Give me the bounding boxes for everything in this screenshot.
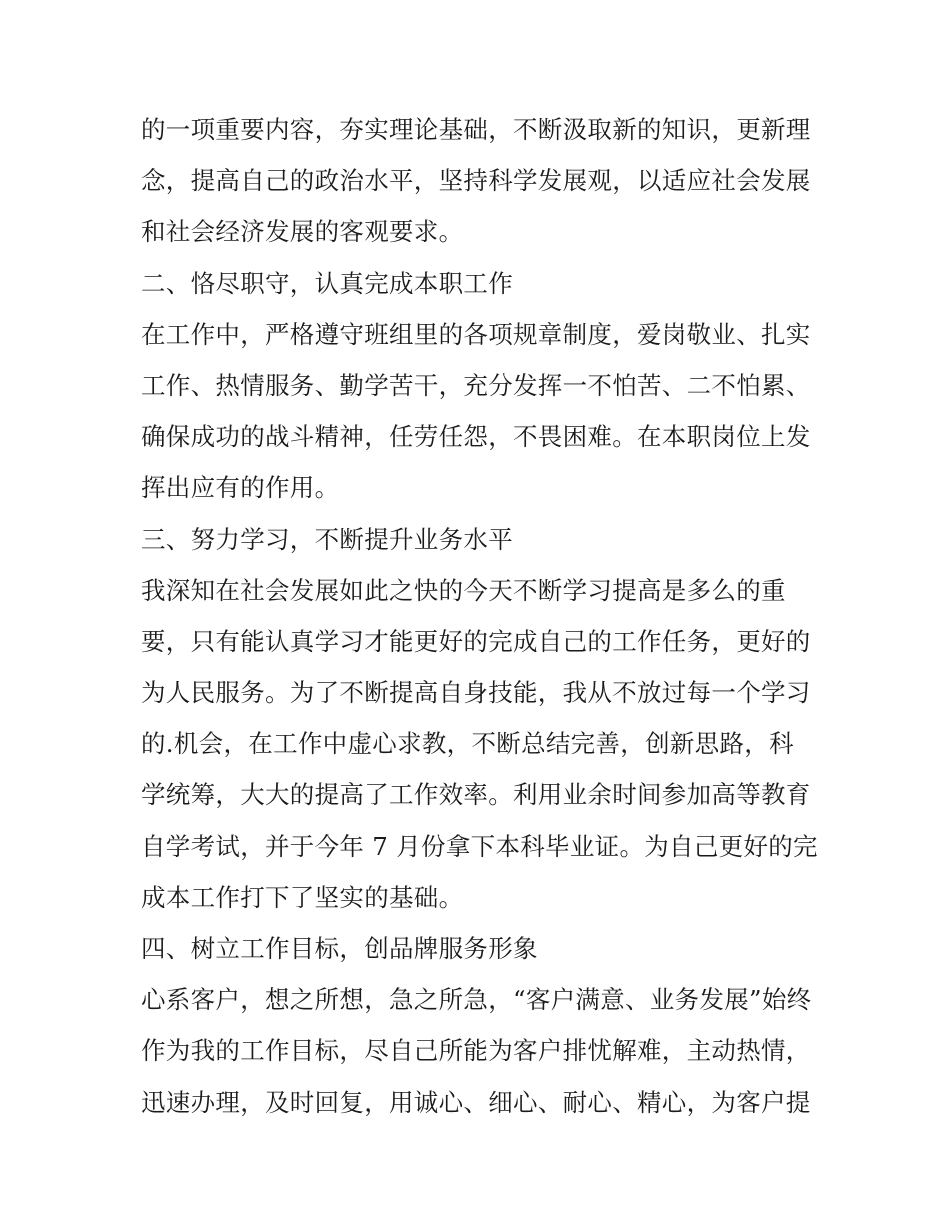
paragraph-line: 心系客户，想之所想，急之所急，“客户满意、业务发展”始终 <box>141 985 812 1015</box>
paragraph-line: 成本工作打下了坚实的基础。 <box>141 882 464 912</box>
paragraph-line: 工作、热情服务、勤学苦干，充分发挥一不怕苦、二不怕累、 <box>141 370 811 400</box>
paragraph-line: 我深知在社会发展如此之快的今天不断学习提高是多么的重 <box>141 575 786 605</box>
section-heading-4: 四、树立工作目标，创品牌服务形象 <box>141 934 538 963</box>
section-heading-3: 三、努力学习，不断提升业务水平 <box>141 524 513 554</box>
paragraph-line: 念，提高自己的政治水平，坚持科学发展观，以适应社会发展 <box>141 166 811 196</box>
paragraph-line: 和社会经济发展的客观要求。 <box>141 217 464 247</box>
paragraph-line: 的.机会，在工作中虚心求教，不断总结完善，创新思路，科 <box>141 729 794 759</box>
paragraph-line: 自学考试，并于今年 7 月份拿下本科毕业证。为自己更好的完 <box>141 831 818 861</box>
paragraph-line: 挥出应有的作用。 <box>141 473 340 503</box>
paragraph-line: 迅速办理，及时回复，用诚心、细心、耐心、精心，为客户提 <box>141 1087 811 1117</box>
paragraph-line: 确保成功的战斗精神，任劳任怨，不畏困难。在本职岗位上发 <box>141 422 811 452</box>
paragraph-line: 作为我的工作目标，尽自己所能为客户排忧解难，主动热情， <box>141 1036 811 1066</box>
paragraph-line: 学统筹，大大的提高了工作效率。利用业余时间参加高等教育 <box>141 780 811 810</box>
paragraph-line: 在工作中，严格遵守班组里的各项规章制度，爱岗敬业、扎实 <box>141 319 811 349</box>
paragraph-line: 的一项重要内容，夯实理论基础，不断汲取新的知识，更新理 <box>141 115 811 144</box>
section-heading-2: 二、恪尽职守，认真完成本职工作 <box>141 268 513 298</box>
paragraph-line: 要，只有能认真学习才能更好的完成自己的工作任务，更好的 <box>141 626 811 656</box>
paragraph-line: 为人民服务。为了不断提高自身技能，我从不放过每一个学习 <box>141 678 811 708</box>
document-body <box>141 108 821 1132</box>
